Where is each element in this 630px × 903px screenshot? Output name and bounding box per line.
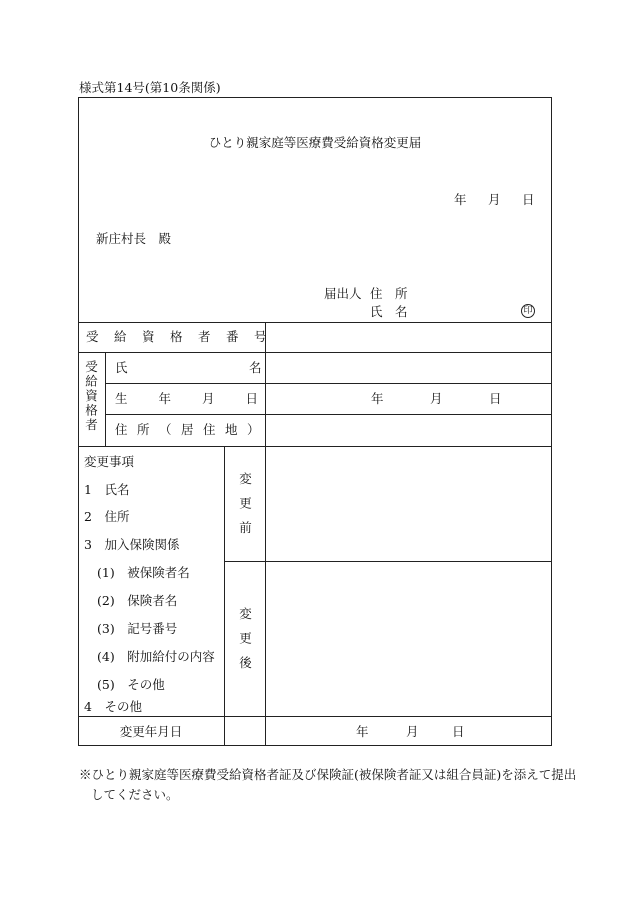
change-date-year: 年 [356,724,369,739]
divider [78,322,552,323]
change-subitem-insured-name: (1) 被保険者名 [97,565,190,580]
divider [265,446,266,746]
changes-heading: 変更事項 [84,454,135,469]
change-date-day: 日 [452,724,465,739]
divider [78,716,552,717]
before-label: 変更前 [237,472,253,546]
divider [105,414,552,415]
recipient-label: 受給資格者 [83,360,99,433]
birth-month: 月 [430,391,443,406]
cert-number-label-text: 受給資格者番号 [86,329,283,344]
change-subitem-symbol-number: (3) 記号番号 [97,621,178,636]
birth-day: 日 [489,391,502,406]
footnote-line1: ※ひとり親家庭等医療費受給資格者証及び保険証(被保険者証又は組合員証)を添えて提出 [79,767,577,782]
seal-mark: 印 [521,304,535,318]
birth-year: 年 [371,391,384,406]
form-number: 様式第14号(第10条関係) [79,80,221,95]
change-item-name: 1 氏名 [84,482,130,497]
divider [224,446,225,746]
name-label-2: 名 [249,360,262,375]
divider [224,561,552,562]
change-item-other: 4 その他 [84,699,142,714]
name-label-1: 氏 [115,360,128,375]
form-title: ひとり親家庭等医療費受給資格変更届 [208,135,422,150]
divider [105,352,106,446]
change-item-insurance: 3 加入保険関係 [84,537,180,552]
date-day: 日 [522,192,535,207]
date-month: 月 [488,192,501,207]
applicant-name-label: 氏 名 [370,304,408,319]
date-year: 年 [454,192,467,207]
cert-number-label [86,329,283,344]
residence-label: 住所（居住地） [115,422,270,437]
addressee: 新庄村長 殿 [96,231,172,246]
birth-label: 生年月日 [115,391,290,406]
divider [105,383,552,384]
change-subitem-other: (5) その他 [97,677,165,692]
change-item-address: 2 住所 [84,509,130,524]
divider [78,352,552,353]
applicant-address-label: 住 所 [370,286,408,301]
divider [78,446,552,447]
change-date-label: 変更年月日 [119,724,183,739]
change-subitem-insurer-name: (2) 保険者名 [97,593,178,608]
after-label: 変更後 [237,607,253,681]
applicant-label: 届出人 [324,286,362,301]
footnote-line2: してください。 [91,787,179,802]
change-date-month: 月 [406,724,419,739]
change-subitem-additional-benefit: (4) 附加給付の内容 [97,649,215,664]
